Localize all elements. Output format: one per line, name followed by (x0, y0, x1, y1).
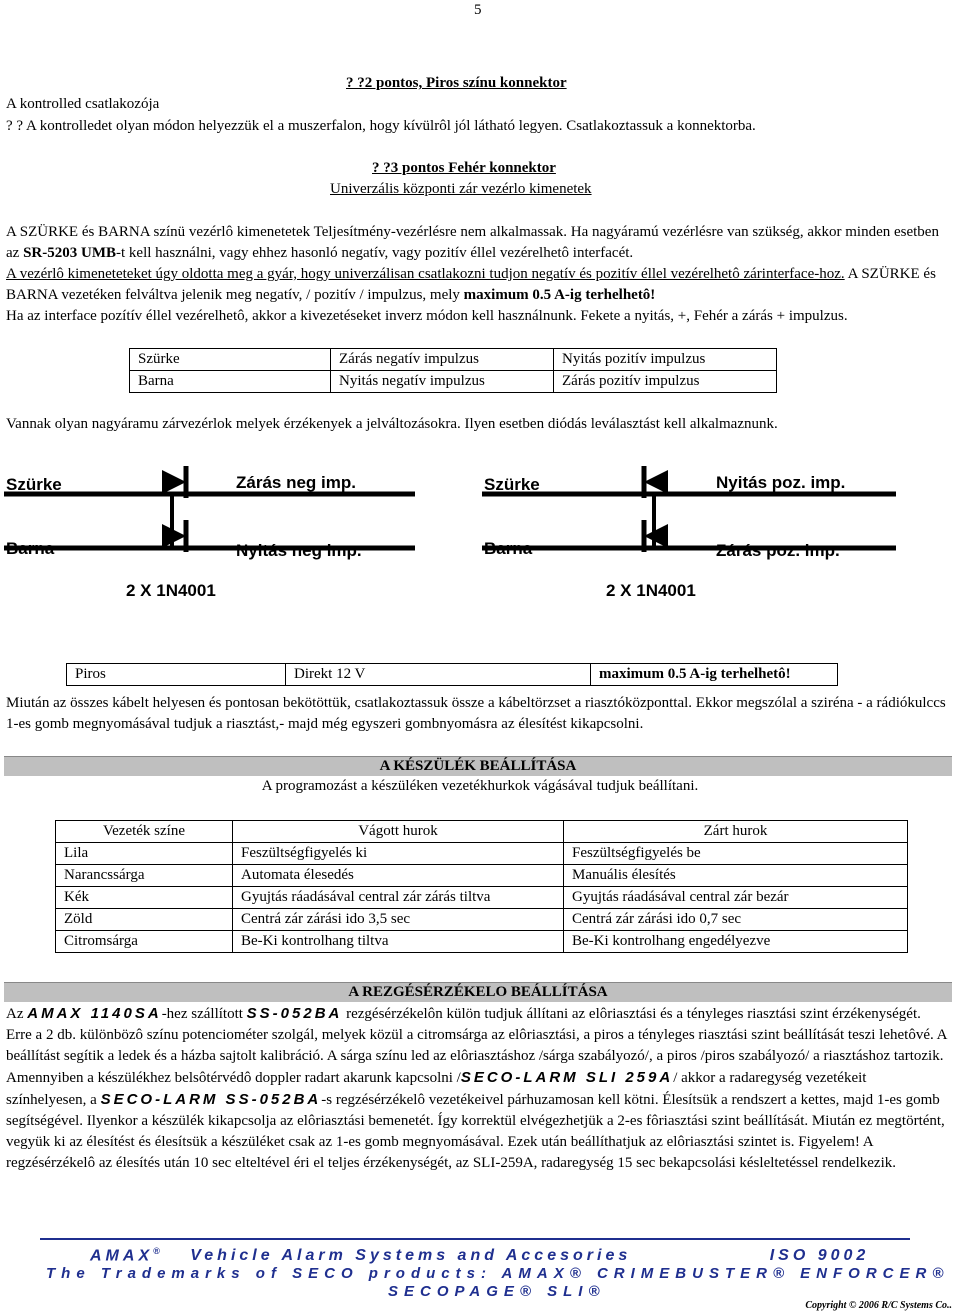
loop-cell: Feszültségfigyelés ki (233, 843, 564, 865)
right-bottom-wire: Barna (484, 539, 533, 558)
left-top-wire: Szürke (6, 475, 62, 494)
shock-t1: Az (6, 1006, 28, 1022)
sec3-title: ? ?3 pontos Fehér konnektor (372, 160, 556, 176)
loop-cell: Zöld (56, 909, 233, 931)
table-header-row (56, 821, 908, 843)
table-row (56, 931, 908, 953)
column-header: Zárt hurok (564, 821, 908, 843)
shock-t2: -hez szállított (161, 1006, 247, 1022)
shock-paragraph (6, 1003, 948, 1174)
left-bottom-wire: Barna (6, 539, 55, 558)
impulse-cell: Zárás negatív impulzus (331, 349, 554, 371)
table-row (67, 664, 838, 686)
piros-cell: Piros (67, 664, 286, 686)
table-row (56, 843, 908, 865)
right-top-label: Nyitás poz. imp. (716, 473, 846, 492)
impulse-table (129, 348, 777, 393)
loop-cell: Be-Ki kontrolhang tiltva (233, 931, 564, 953)
right-diode-count: 2 X 1N4001 (606, 581, 696, 600)
footer-copyright: Copyright © 2006 R/C Systems Co.. (805, 1300, 952, 1311)
left-diode-count: 2 X 1N4001 (126, 581, 216, 600)
loop-cell: Automata élesedés (233, 865, 564, 887)
para2b-text: A SZÜRKE és BARNA vezetéken felváltva jelenik meg negatív, / pozitív / impulzus, mely (6, 266, 936, 303)
diode-icon (162, 470, 186, 494)
loop-cell: Gyujtás ráadásával central zár bezár (564, 887, 908, 909)
loop-cell: Manuális élesítés (564, 865, 908, 887)
shock-t3: rezgésérzékelôn külön tudjuk állítani az elôriasztási és a tényleges riasztási szint érzékenységét. Erre a 2 db. különbözô színu potenciométer szolgál, melyek közül a citromsárga az elôriasztási, a piros a tényleges riasztási szint beállítását teszi lehetôvé. A beállítást segítik a ledek és a házba sajtolt kalibráció. A sárga színu led az elôriasztáshoz /sárga szabályozó/, a piros /piros szabályozó/ a riasztáshoz tartozik. Amennyiben a készülékhez belsôtérvédô doppler radart akarunk kapcsolni / (6, 1006, 947, 1086)
right-top-wire: Szürke (484, 475, 540, 494)
table-row (56, 909, 908, 931)
footer-line3: SECOPAGE® SLI® (388, 1283, 606, 1300)
piros-table (66, 663, 838, 686)
table-row (130, 349, 777, 371)
setup-intro: A programozást a készüléken vezetékhurkok vágásával tudjuk beállítani. (261, 778, 699, 794)
para2-bold: maximum 0.5 A-ig terhelhetô! (463, 287, 656, 303)
setup-heading: A KÉSZÜLÉK BEÁLLÍTÁSA (4, 756, 952, 776)
loop-cell: Gyujtás ráadásával central zár zárás tiltva (233, 887, 564, 909)
loop-cell: Centrá zár zárási ido 0,7 sec (564, 909, 908, 931)
loop-table (55, 820, 908, 953)
shock-t5: -s regzésérzékelô vezetékeivel párhuzamosan kell kötni. Élesítsük a rendszert a kettes, majd 1-es gomb segítségével. Ilyenkor a készülék kikapcsolja az elôriasztási bemenetét. Így korrektül elvégezhetjük a 2-es fôriasztási szint beállítását. Miután ez megtörtént, vegyük ki az élesítést és élesítsük a készüléket csak az 1-es gomb megnyomásával. Ezek után beállíthatjuk az elôriasztási szintet is. Figyelem! A regzésérzékelô az élesítés után 10 sec elteltével éri el teljes érzékenységét, az SLI-259A, radaregység 15 sec bekapcsolási késleltetéssel rendelkezik. (6, 1092, 945, 1171)
footer-rule (40, 1238, 910, 1240)
diode-icon (644, 470, 668, 494)
left-bottom-label: Nyitás neg imp. (236, 541, 362, 560)
column-header: Vágott hurok (233, 821, 564, 843)
column-header: Vezeték színe (56, 821, 233, 843)
footer-line2: The Trademarks of SECO products: AMAX® CRIMEBUSTER® ENFORCER® (46, 1265, 950, 1282)
impulse-cell: Nyitás negatív impulzus (331, 371, 554, 393)
sec2-title: ? ?2 pontos, Piros színu konnektor (346, 75, 567, 91)
piros-cell: maximum 0.5 A-ig terhelhetô! (591, 664, 838, 686)
impulse-cell: Nyitás pozitív impulzus (554, 349, 777, 371)
footer-tagline: Vehicle Alarm Systems and Accesories (190, 1247, 632, 1265)
piros-cell: Direkt 12 V (286, 664, 591, 686)
loop-cell: Kék (56, 887, 233, 909)
para1c-text: -t kell használni, vagy ehhez hasonló negatív, vagy pozitív éllel vezérelhetô interfacét. (116, 245, 634, 261)
sec3-subtitle: Univerzális központi zár vezérlo kimenetek (330, 181, 592, 197)
impulse-cell: Barna (130, 371, 331, 393)
para1-text: A SZÜRKE és BARNA színü vezérlô kimenetetek Teljesítmény-vezérlésre nem alkalmassak. (6, 224, 568, 240)
right-bottom-label: Zárás poz. imp. (716, 541, 840, 560)
left-top-label: Zárás neg imp. (236, 473, 356, 492)
paragraph-output-intro (6, 222, 948, 327)
para4-text: Vannak olyan nagyáramu zárvezérlok melyek érzékenyek a jelváltozásokra. Ilyen esetben diódás leválasztást kell alkalmaznunk. (6, 416, 778, 432)
footer-iso: ISO 9002 (769, 1247, 870, 1265)
shock-seco1: SECO-LARM SLI 259A (460, 1069, 674, 1086)
loop-cell: Narancssárga (56, 865, 233, 887)
para1-bold: SR-5203 UMB (23, 245, 116, 261)
para3-text: Ha az interface pozítív éllel vezérelhetô, akkor a kivezetéseket inverz módon kell használnunk. Fekete a nyitás, +, Fehér a zárás + impulzus. (6, 308, 848, 324)
shock-ss: SS-052BA (246, 1005, 343, 1022)
para2-underlined: A vezérlô kimeneteteket úgy oldotta meg a gyár, hogy univerzálisan csatlakozni tudjon negatív és pozitív éllel vezérelhetô zárinterface-hoz. (6, 266, 845, 282)
shock-amax: AMAX 1140SA (27, 1005, 162, 1022)
shock-t4: / akkor a radaregység vezetékeit színhelyesen, a (6, 1070, 867, 1108)
loop-cell: Citromsárga (56, 931, 233, 953)
diode-diagram (0, 450, 960, 610)
loop-cell: Centrá zár zárási ido 3,5 sec (233, 909, 564, 931)
loop-cell: Lila (56, 843, 233, 865)
para5-text: Miután az összes kábelt helyesen és pontosan bekötöttük, csatlakoztassuk össze a kábeltörzset a riasztóközponttal. Ekkor megszólal a sziréna - a rádiókulccs 1-es gomb megnyomásával tudjuk a riasztást,- majd még egyszeri gombnyomásra az élesítést kikapcsolni. (6, 695, 946, 732)
impulse-cell: Szürke (130, 349, 331, 371)
footer-amax: AMAX (90, 1247, 154, 1265)
sec2-line1: A kontrolled csatlakozója (6, 96, 160, 112)
diagram-left (4, 466, 415, 600)
diagram-right (482, 466, 896, 600)
sec2-line2: ? ? A kontrolledet olyan módon helyezzük el a muszerfalon, hogy kívülrôl jól látható legyen. Csatlakoztassuk a konnektorba. (6, 118, 756, 134)
impulse-cell: Zárás pozitív impulzus (554, 371, 777, 393)
table-row (56, 865, 908, 887)
footer-line1: AMAX® Vehicle Alarm Systems and Accesories ISO 9002 (90, 1246, 870, 1265)
table-row (56, 887, 908, 909)
loop-cell: Be-Ki kontrolhang engedélyezve (564, 931, 908, 953)
shock-heading: A REZGÉSÉRZÉKELO BEÁLLÍTÁSA (4, 982, 952, 1002)
para1b-text: Ha nagyáramú vezérlésre van szükség, akkor minden esetben az (6, 224, 939, 261)
page-number: 5 (474, 2, 482, 18)
shock-seco2: SECO-LARM SS-052BA (100, 1091, 322, 1108)
table-row (130, 371, 777, 393)
loop-cell: Feszültségfigyelés be (564, 843, 908, 865)
